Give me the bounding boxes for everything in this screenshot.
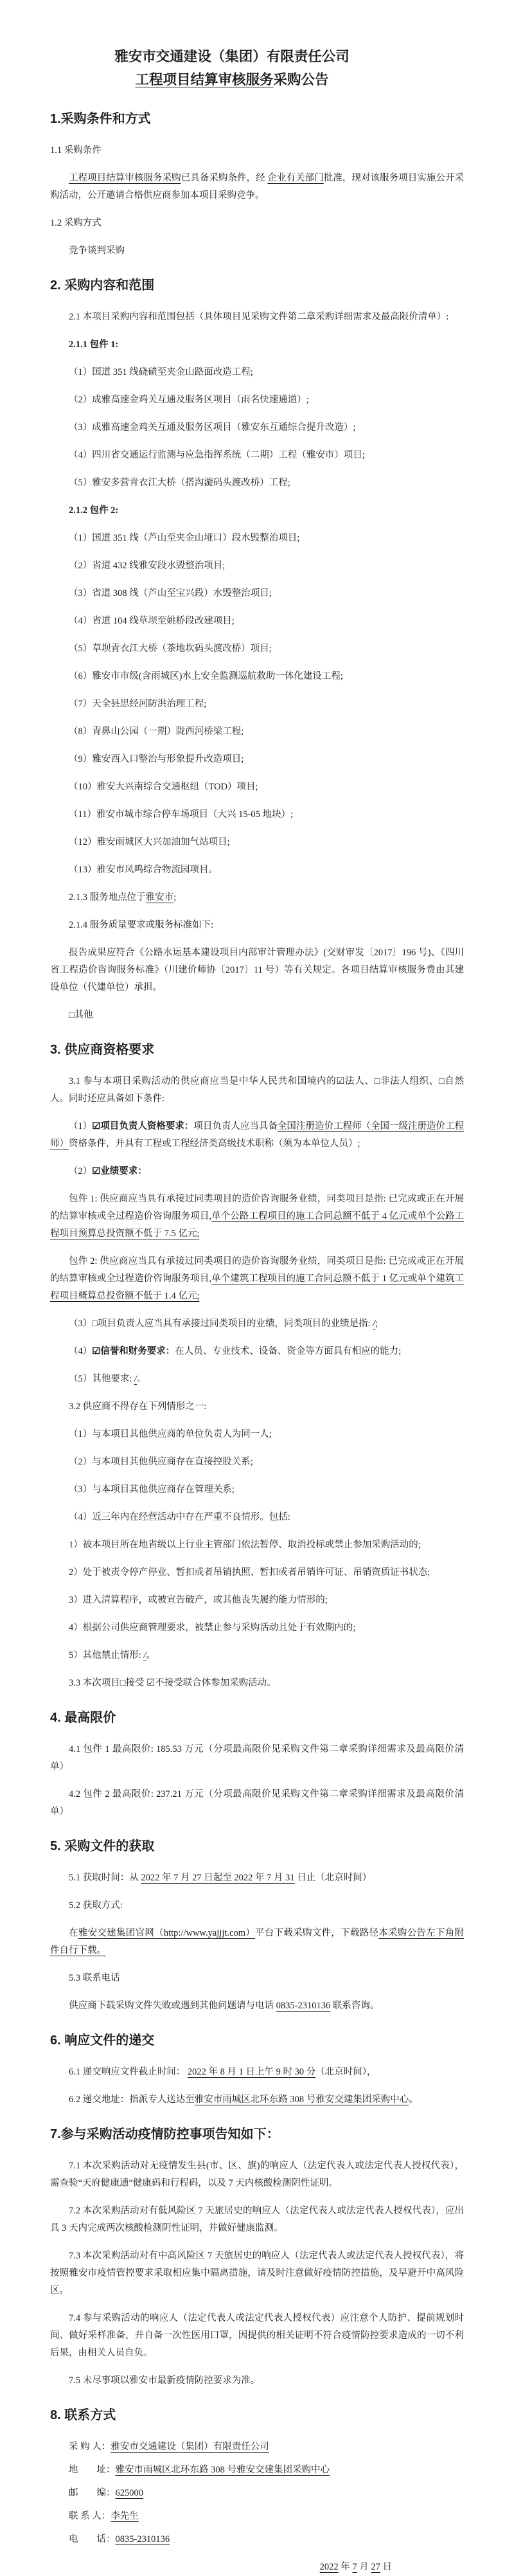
- paragraph: [50, 309, 464, 326]
- text-segment: 5.2 获取方式:: [69, 1900, 123, 1911]
- section-heading: [50, 277, 464, 294]
- paragraph: [50, 1675, 464, 1692]
- paragraph: [50, 2310, 464, 2362]
- text-segment: 5. 采购文件的获取: [50, 1839, 155, 1853]
- text-segment: 4. 最高限价: [50, 1711, 116, 1725]
- paragraph: [50, 668, 464, 685]
- text-segment: 雅安市: [145, 892, 174, 903]
- text-segment: （2）: [69, 1166, 93, 1176]
- text-segment: 。: [146, 1650, 155, 1661]
- contact-value: 0835-2310136: [115, 2534, 170, 2544]
- text-segment: 6. 响应文件的递交: [50, 2033, 155, 2048]
- contact-label: 联 系 人：: [69, 2511, 111, 2521]
- paragraph: [50, 1536, 464, 1554]
- text-segment: 7.参与采购活动疫情防控事项告知如下：: [50, 2127, 279, 2141]
- text-segment: ;: [173, 892, 177, 903]
- text-segment: 在人员、专业技术、设备、资金等方面具有相应的能力;: [175, 1346, 402, 1356]
- text-segment: 3.1 参与本项目采购活动的供应商应当是中华人民共和国境内的☑法人、□非法人组织、□自然人。同时还应具备如下条件:: [50, 1076, 464, 1104]
- paragraph: [50, 242, 464, 260]
- text-segment: 2.1.1 包件 1:: [69, 339, 119, 350]
- text-segment: 1）被本项目所在地省级以上行业主管部门依法暂停、取消投标或禁止参加采购活动的;: [69, 1540, 421, 1550]
- text-segment: /: [143, 1650, 146, 1661]
- text-segment: 5.3 联系电话: [69, 1973, 120, 1983]
- text-segment: 年: [338, 2562, 353, 2572]
- text-segment: 雅安市交通建设（集团）有限责任公司: [114, 49, 350, 64]
- paragraph: [50, 1619, 464, 1637]
- paragraph: [50, 392, 464, 409]
- text-segment: 单个建筑工程项目的施工合同总额不低于 1 亿元或单个建筑工程项目概算总投资额不低于 1.4 亿元;: [50, 1274, 465, 1301]
- contact-row: [50, 2531, 464, 2548]
- paragraph: [50, 1897, 464, 1914]
- text-segment: 企业有关部门: [267, 173, 324, 183]
- contact-value: 李先生: [111, 2511, 139, 2521]
- paragraph: [50, 1647, 464, 1664]
- paragraph: [50, 1481, 464, 1499]
- paragraph: [50, 2247, 464, 2300]
- text-segment: 竞争谈判采购: [69, 246, 125, 256]
- text-segment: ☑业绩要求：: [92, 1166, 147, 1176]
- text-segment: 本采购公告左下角附件自行下载。: [50, 1928, 465, 1956]
- text-segment: （4）: [69, 1346, 93, 1356]
- section-heading: [50, 1709, 464, 1727]
- text-segment: □其他: [69, 1010, 93, 1020]
- text-segment: 1.2 采购方式: [50, 218, 102, 228]
- text-segment: （6）雅安市市级(含雨城区)水上安全监测巡航救助一体化建设工程;: [69, 671, 343, 681]
- text-segment: 2）处于被责令停产停业、暂扣或者吊销执照、暂扣或者吊销许可证、吊销资质证书状态;: [69, 1567, 430, 1578]
- contact-row: [50, 2438, 464, 2456]
- text-segment: 3.3 本次项目□接受 ☑不接受联合体参加采购活动。: [69, 1678, 276, 1688]
- text-segment: 月: [357, 2562, 371, 2572]
- text-segment: 6.1 递交响应文件截止时间：: [69, 2067, 188, 2077]
- paragraph: [50, 806, 464, 824]
- text-segment: （5）草坝青衣江大桥（茶地坎码头渡改桥）项目;: [69, 644, 272, 654]
- text-segment: （3）□项目负责人应当具有承接过同类项目的业绩，同类项目的业绩是指:: [69, 1319, 373, 1329]
- paragraph: [50, 1253, 464, 1305]
- text-segment: 包件 1: 供应商应当具有承接过同类项目的造价咨询服务业绩，同类项目是指: 已完成或正在开展的结算审核或全过程造价咨询服务项目,: [50, 1194, 464, 1221]
- text-segment: 27: [371, 2562, 380, 2572]
- contact-row: [50, 2462, 464, 2479]
- contact-value: 雅安市交通建设（集团）有限责任公司: [111, 2442, 269, 2452]
- section-heading: [50, 2032, 464, 2049]
- text-segment: 工程项目结算审核服务: [135, 72, 274, 87]
- text-segment: 全国注册造价工程师（全国一级注册造价工程师）: [50, 1121, 465, 1149]
- paragraph: [50, 1869, 464, 1887]
- contact-row: [50, 2508, 464, 2525]
- text-segment: 2022 年 7 月 27 日起至 2022 年 7 月 31: [141, 1873, 295, 1883]
- text-segment: 3. 供应商资格要求: [50, 1043, 155, 1057]
- section-heading: [50, 2407, 464, 2424]
- paragraph: [50, 613, 464, 630]
- section-heading: [50, 1838, 464, 1855]
- doc-title: [50, 45, 464, 91]
- paragraph: [50, 502, 464, 519]
- paragraph: [50, 1426, 464, 1443]
- text-segment: 日: [380, 2562, 392, 2572]
- text-segment: 7.4 参与采购活动的响应人（法定代表人或法定代表人授权代表）应注意个人防护、提前规划时间、做好采样准备，并自备一次性医用口罩，因提供的相关证明不符合疫情防控要求造成的一切不利后果，由相关人员自负。: [50, 2313, 464, 2358]
- paragraph: [50, 364, 464, 381]
- text-segment: 6.2 递交地址：指派专人送达至: [69, 2094, 195, 2105]
- text-segment: （3）成雅高速金鸡关互通及服务区项目（雅安东互通综合提升改造）;: [69, 422, 356, 433]
- paragraph: [50, 1073, 464, 1108]
- paragraph: [50, 1191, 464, 1243]
- text-segment: 7.2 本次采购活动对有低风险区 7 天旅居史的响应人（法定代表人或法定代表人授权代表），应出具 3 天内完成两次核酸检测阴性证明，并做好健康监测。: [50, 2206, 464, 2233]
- paragraph: [50, 944, 464, 996]
- text-segment: （13）雅安市凤鸣综合物流园项目。: [69, 865, 218, 875]
- paragraph: [50, 1786, 464, 1821]
- date-line: [50, 2559, 464, 2576]
- text-segment: （2）与本项目其他供应商存在直接控股关系;: [69, 1457, 253, 1467]
- paragraph: [50, 1315, 464, 1333]
- paragraph: [50, 1007, 464, 1024]
- paragraph: [50, 751, 464, 768]
- paragraph: [50, 696, 464, 713]
- paragraph: [50, 530, 464, 547]
- paragraph: [50, 1997, 464, 2015]
- text-segment: （12）雅安雨城区大兴加油加气站项目;: [69, 837, 230, 847]
- paragraph: [50, 834, 464, 851]
- paragraph: [50, 1371, 464, 1388]
- text-segment: （8）青鼻山公园（一期）陇西河桥梁工程;: [69, 726, 244, 737]
- text-segment: 7.3 本次采购活动对有中高风险区 7 天旅居史的响应人（法定代表人或法定代表人授权代表），将按照雅安市疫情管控要求采取相应集中隔离措施，请及时注意做好疫情防控措施，及早避开中高风险区。: [50, 2251, 464, 2296]
- paragraph: [50, 1592, 464, 1609]
- text-segment: 2.1.4 服务质量要求或服务标准如下:: [69, 920, 214, 930]
- website-url-text: 雅安交建集团官网（http://www.yajjjt.com）: [78, 1928, 256, 1938]
- text-segment: 7.5 未尽事项以雅安市最新疫情防控要求为准。: [69, 2375, 260, 2386]
- text-segment: 单个公路工程项目的施工合同总额不低于 4 亿元或单个公路工程项目预算总投资额不低于 7.5 亿元;: [50, 1211, 465, 1239]
- paragraph: [50, 2157, 464, 2192]
- paragraph: [50, 1564, 464, 1581]
- text-segment: （7）天全县思经河防洪治理工程;: [69, 699, 207, 709]
- text-segment: （4）省道 104 线草坝至姚桥段改建项目;: [69, 616, 235, 626]
- paragraph: [50, 1118, 464, 1153]
- paragraph: [50, 474, 464, 492]
- paragraph: [50, 2091, 464, 2109]
- text-segment: 2. 采购内容和范围: [50, 278, 155, 293]
- text-segment: 5.1 获取时间：从: [69, 1873, 141, 1883]
- text-segment: （11）雅安市城市综合停车场项目（大兴 15-05 地块）;: [69, 809, 294, 820]
- text-segment: 已具备采购条件，经: [181, 173, 268, 183]
- contact-label: 地 址：: [69, 2465, 116, 2475]
- paragraph: [50, 889, 464, 906]
- text-segment: 雅安市雨城区北环东路 308 号雅安交建集团采购中心: [194, 2094, 409, 2105]
- contact-value: 625000: [115, 2488, 143, 2498]
- contact-label: 邮 编：: [69, 2488, 116, 2498]
- paragraph: [50, 1509, 464, 1526]
- text-segment: 日止（北京时间）: [294, 1873, 372, 1883]
- contact-value: 雅安市雨城区北环东路 308 号雅安交建集团采购中心: [115, 2465, 330, 2475]
- text-segment: 包件 2: 供应商应当具有承接过同类项目的造价咨询服务业绩，同类项目是指: 已完成或正在开展的结算审核或全过程造价咨询服务项目,: [50, 1256, 464, 1284]
- paragraph: [50, 2064, 464, 2081]
- text-segment: 。: [136, 1374, 146, 1384]
- text-segment: 。: [409, 2094, 418, 2105]
- text-segment: （9）雅安西入口整治与形象提升改造项目;: [69, 754, 244, 764]
- text-segment: ☑项目负责人资格要求：: [92, 1121, 194, 1131]
- paragraph: [50, 2202, 464, 2237]
- paragraph: [50, 585, 464, 602]
- contact-label: 电 话：: [69, 2534, 116, 2544]
- text-segment: 8. 联系方式: [50, 2408, 116, 2422]
- text-segment: 4.1 包件 1 最高限价: 185.53 万元（分项最高限价见采购文件第二章采购详细需求及最高限价清单）: [50, 1744, 464, 1772]
- text-segment: 1.1 采购条件: [50, 145, 102, 156]
- text-segment: 7.1 本次采购活动对无疫情发生县(市、区、旗)的响应人（法定代表人或法定代表人授权代表），需查验“天府健康通”健康码和行程码，以及 7 天内核酸检测阴性证明。: [50, 2161, 464, 2188]
- text-segment: /: [373, 1319, 376, 1329]
- section-heading: [50, 1041, 464, 1059]
- paragraph: [50, 447, 464, 464]
- text-segment: /: [134, 1374, 137, 1384]
- paragraph: [50, 2372, 464, 2390]
- text-segment: （1）国道 351 线硗碛至夹金山路面改造工程;: [69, 367, 253, 377]
- paragraph: [50, 215, 464, 232]
- text-segment: ☑信誉和财务要求：: [92, 1346, 175, 1356]
- text-segment: 采购公告: [273, 72, 329, 87]
- text-segment: 在: [69, 1928, 78, 1938]
- text-segment: （1）与本项目其他供应商的单位负责人为同一人;: [69, 1429, 272, 1439]
- text-segment: 0835-2310136: [276, 2001, 331, 2011]
- text-segment: 2.1.2 包件 2:: [69, 505, 119, 516]
- paragraph: [50, 779, 464, 796]
- paragraph: [50, 142, 464, 159]
- text-segment: 项目负责人应当具备: [193, 1121, 278, 1131]
- text-segment: （3）省道 308 线（芦山至宝兴段）水毁整治项目;: [69, 588, 272, 599]
- paragraph: [50, 723, 464, 741]
- paragraph: [50, 170, 464, 204]
- text-segment: （2）成雅高速金鸡关互通及服务区项目（雨名快速通道）;: [69, 395, 309, 405]
- text-segment: 2022 年 8 月 1 日上午 9 时 30 分: [187, 2067, 316, 2077]
- paragraph: [50, 1925, 464, 1959]
- text-segment: （4）近三年内在经营活动中存在严重不良情形。包括:: [69, 1512, 290, 1522]
- paragraph: [50, 1343, 464, 1360]
- text-segment: （1）国道 351 线（芦山至夹金山垭口）段水毁整治项目;: [69, 533, 300, 543]
- text-segment: 4）根据公司供应商管理要求，被禁止参与采购活动且处于有效期内的;: [69, 1623, 356, 1633]
- text-segment: （5）雅安多营青衣江大桥（搭沟漩码头渡改桥）工程;: [69, 478, 290, 488]
- text-segment: 3）进入清算程序，或被宣告破产，或其他丧失履约能力情形的;: [69, 1595, 328, 1605]
- text-segment: 平台下载采购文件，下载路径: [255, 1928, 379, 1938]
- text-segment: （北京时间），: [315, 2067, 377, 2077]
- text-segment: 3.2 供应商不得存在下列情形之一:: [69, 1401, 207, 1412]
- contact-label: 采 购 人：: [69, 2442, 111, 2452]
- text-segment: 联系咨询。: [330, 2001, 380, 2011]
- text-segment: 工程项目结算审核服务采购: [69, 173, 181, 183]
- text-segment: （4）四川省交通运行监测与应急指挥系统（二期）工程（雅安市）项目;: [69, 450, 365, 460]
- text-segment: 资格条件，并具有工程或工程经济类高级技术职称（须为本单位人员）;: [69, 1139, 360, 1149]
- paragraph: [50, 1163, 464, 1180]
- paragraph: [50, 336, 464, 354]
- paragraph: [50, 640, 464, 658]
- doc-title-line: [25, 68, 439, 91]
- text-segment: 批准，现对该服务项目实施公开采购活动，公开邀请合格供应商参加本项目采购竞争。: [50, 173, 465, 201]
- text-segment: 2022: [319, 2562, 339, 2572]
- text-segment: 1.采购条件和方式: [50, 112, 151, 126]
- text-segment: ;: [375, 1319, 378, 1329]
- section-heading: [50, 111, 464, 128]
- paragraph: [50, 1741, 464, 1776]
- text-segment: （1）: [69, 1121, 93, 1131]
- text-segment: 4.2 包件 2 最高限价: 237.21 万元（分项最高限价见采购文件第二章采购详细需求及最高限价清单）: [50, 1789, 464, 1817]
- doc-title-line: [25, 45, 439, 68]
- paragraph: [50, 917, 464, 934]
- paragraph: [50, 1970, 464, 1987]
- paragraph: [50, 419, 464, 437]
- contact-row: [50, 2485, 464, 2502]
- document-body: [50, 45, 464, 2576]
- text-segment: （2）省道 432 线雅安段水毁整治项目;: [69, 561, 226, 571]
- text-segment: 供应商下载采购文件失败或遇到其他问题请与电话: [69, 2001, 276, 2011]
- text-segment: 5）其他禁止情形:: [69, 1650, 144, 1661]
- text-segment: 7: [352, 2562, 357, 2572]
- paragraph: [50, 557, 464, 575]
- section-heading: [50, 2126, 464, 2143]
- paragraph: [50, 1454, 464, 1471]
- text-segment: 报告成果应符合《公路水运基本建设项目内部审计管理办法》(交财审发〔2017〕196 号)、《四川省工程造价咨询服务标准》（川建价师协〔2017〕11 号）等有关规定。各项目结算审核服务费由其建设单位（代建单位）承担。: [50, 948, 464, 993]
- text-segment: （10）雅安大兴南综合交通枢纽（TOD）项目;: [69, 782, 258, 792]
- text-segment: 2.1.3 服务地点位于: [69, 892, 146, 903]
- paragraph: [50, 861, 464, 879]
- text-segment: 2.1 本项目采购内容和范围包括（具体项目见采购文件第二章采购详细需求及最高限价清单）:: [69, 312, 449, 322]
- paragraph: [50, 1398, 464, 1416]
- text-segment: （3）与本项目其他供应商存在管理关系;: [69, 1484, 235, 1495]
- text-segment: （5）其他要求:: [69, 1374, 134, 1384]
